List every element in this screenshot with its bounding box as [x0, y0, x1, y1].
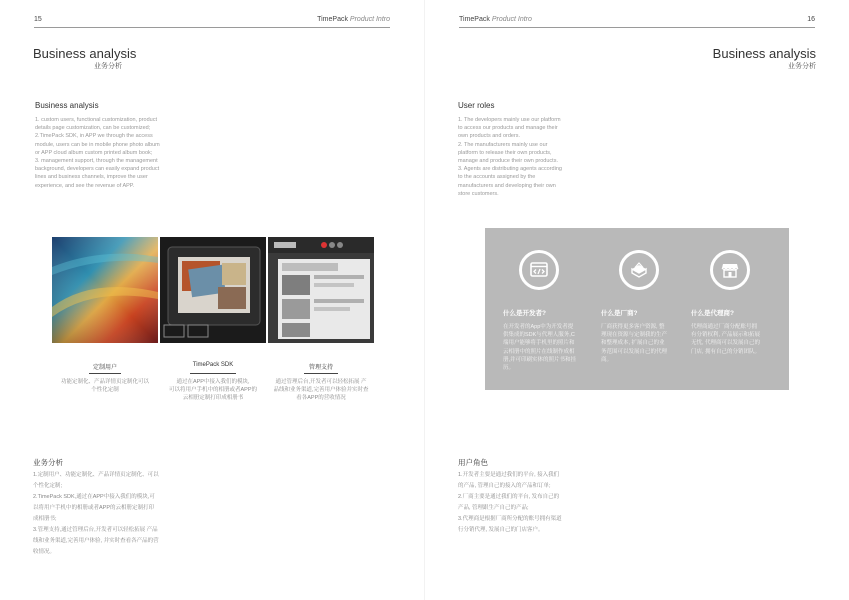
developer-role-desc: 在开发者的App中为开发者提 供集成的SDK与代理人服务,C 端用户能够将手机里的照片和 云相册中的照片在线制作成相 册,并可印刷实体的照片书和挂 历。 — [503, 324, 577, 372]
header-brand: TimePack — [459, 16, 490, 23]
section-text: 1. The developers mainly use our platform to access our products and manage their own products and orders. 2. The manufacturers mainly use our platform to release their own products, manage and produce their own products. 3. Agents are distributing agents according to the accounts assigned by the manufacturers and developing their own store customers. — [458, 117, 562, 197]
page-number: 15 — [34, 16, 42, 23]
header-rule — [459, 27, 815, 28]
header-subtitle: Product Intro — [349, 16, 390, 23]
agent-role-badge — [710, 250, 750, 290]
zh-section-heading: 用户角色 — [458, 458, 488, 467]
zh-section-text: 1.开发者主要是通过我们的平台, 接入我们 的产品, 管理自己的接入的产品和订单; 2.厂商主要是通过我们的平台, 发布自己的 产品, 管理跟生产自己的产品; 3.代理商是根据厂商所分配的账号拥有渠道 行分销代理, 发展自己的门店客户。 — [458, 472, 562, 533]
manufacturer-role-desc: 厂商获得更多客户资源, 整 理现在资源与定制我的生产 和整理成本, 扩展自己的业 务范围可以发展自己的代理 商。 — [601, 324, 668, 363]
agent-role-desc: 代理商通过厂商分配账号拥 有分销权利, 产品展示和拓展 无忧, 代理商可以发展自己的 门店, 拥有自己的分销团队。 — [691, 324, 761, 355]
printer-icon — [630, 261, 648, 279]
header-subtitle: Product Intro — [491, 16, 532, 23]
feature-desc-sdk: 通过在APP中接入我们的模块, 可以将用户手机中的相册或者APP的 云相册定制打印成相册书 — [168, 379, 257, 402]
developer-role-title: 什么是开发者? — [503, 310, 546, 317]
zh-section-text: 1.定制用户、功能定制化、产品详情页定制化、可以 个性化定制; 2.TimePack SDK,通过在APP中接入我们的模块,可 以将用户手机中的相册或者APP的云相册定制打印 成相册书; 3.管理支持,通过管理后台,开发者可以轻松拓展 产品 线和业务渠道,完善用户体验, 并实时查看各产品的营 收情况。 — [33, 472, 159, 555]
page-number: 16 — [807, 16, 815, 23]
section-heading: User roles — [458, 101, 495, 110]
page-subtitle: 业务分析 — [788, 63, 816, 70]
feature-desc-management: 通过管理后台,开发者可以轻松拓展 产 品线和业务渠道,完善用户体验并实时查 看各APP的营收情况 — [273, 379, 369, 402]
section-heading: Business analysis — [35, 101, 99, 110]
abstract-color-photo — [52, 237, 158, 343]
manufacturer-role-badge — [619, 250, 659, 290]
app-screen-photo — [268, 237, 374, 343]
tablet-photo — [160, 237, 266, 343]
page-title: Business analysis — [33, 46, 137, 61]
section-text: 1. custom users, functional customization, product details page customization, can be customized; 2.TimePack SDK, in APP we through the access module, users can be in mobile phone photo album or APP cloud album custom printed album book; 3. management support, through the management background, developers can easily expand product lines and business channels, improve the user experience, and see the revenue of APP. — [35, 117, 160, 189]
right-page — [425, 0, 849, 600]
page-title: Business analysis — [712, 46, 816, 61]
running-header — [317, 16, 390, 23]
header-brand: TimePack — [317, 16, 348, 23]
feature-desc-custom-users: 功能定制化、产品详情页定制化可以 个性化定制 — [60, 379, 149, 394]
storefront-icon — [721, 261, 739, 279]
zh-section-heading: 业务分析 — [33, 458, 63, 467]
feature-underline — [304, 373, 338, 374]
feature-underline — [89, 373, 121, 374]
feature-title-sdk: TimePack SDK — [192, 362, 234, 368]
running-header — [459, 16, 532, 23]
manufacturer-role-title: 什么是厂商? — [601, 310, 638, 317]
left-page — [0, 0, 424, 600]
page-subtitle: 业务分析 — [94, 63, 122, 70]
header-rule — [34, 27, 390, 28]
agent-role-title: 什么是代理商? — [691, 310, 734, 317]
code-window-icon — [530, 261, 548, 279]
feature-title-management: 管理支持 — [308, 365, 333, 371]
user-roles-panel — [485, 228, 789, 390]
feature-underline — [190, 373, 236, 374]
developer-role-badge — [519, 250, 559, 290]
feature-title-custom-users: 定制用户 — [92, 365, 117, 371]
